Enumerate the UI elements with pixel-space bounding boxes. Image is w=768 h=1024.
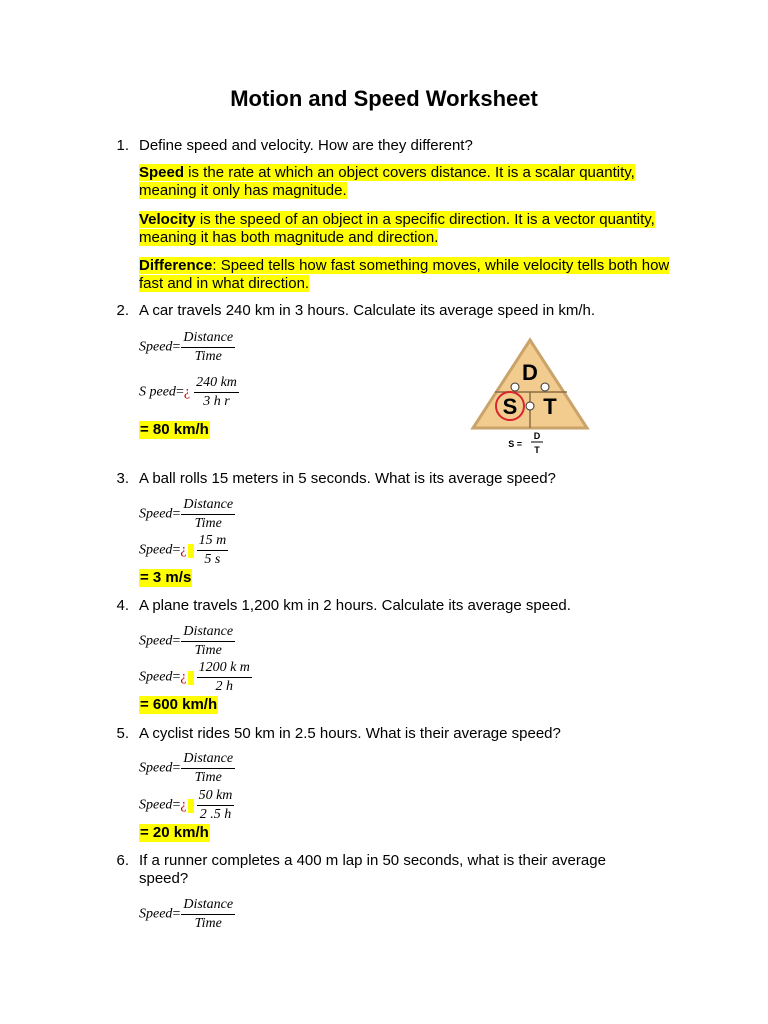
substitution: S peed=¿ $\frac{240 km}{\text{3 h r}}$ [139, 375, 237, 409]
caption-denominator: T [534, 445, 540, 455]
question-number: 1. [116, 137, 129, 154]
question-text: If a runner completes a 400 m lap in 50 seconds, what is their average speed? [139, 852, 606, 887]
caption-lhs: S = [508, 439, 522, 449]
question-number: 4. [116, 597, 129, 614]
question-text: A ball rolls 15 meters in 5 seconds. What is its average speed? [139, 470, 556, 487]
question-text: A cyclist rides 50 km in 2.5 hours. What is their average speed? [139, 725, 561, 742]
substitution: Speed=¿ $\frac{15 m}{5 s}$ [139, 533, 227, 567]
substitution: Speed=¿ $\frac{\text{1200 k m}}{2 h}$ [139, 660, 250, 694]
difference-term: Difference: Speed tells how fast something moves, while velocity tells both how fast and in what direction. [139, 257, 670, 292]
velocity-definition [139, 211, 679, 247]
answer: = 3 m/s [140, 569, 192, 586]
question-text: A car travels 240 km in 3 hours. Calculate its average speed in km/h. [139, 302, 596, 319]
triangle-right-letter: T [543, 394, 557, 419]
speed-formula: Speed= $\frac{\text{Distance}}{\text{Time}}$ [139, 751, 234, 785]
speed-definition [139, 164, 679, 200]
multiply-icon [541, 383, 549, 391]
caption-numerator: D [533, 431, 541, 441]
velocity-term: Velocity is the speed of an object in a specific direction. It is a vector quantity, meaning it has both magnitude and direction. [139, 211, 655, 246]
question-text: A plane travels 1,200 km in 2 hours. Calculate its average speed. [139, 597, 571, 614]
speed-formula: Speed= $\frac{\text{Distance}}{\text{Time}}$ [139, 897, 234, 931]
multiply-icon [511, 383, 519, 391]
question-number: 6. [116, 852, 129, 869]
question-number: 3. [116, 470, 129, 487]
speed-formula: Speed= $\frac{\text{Distance}}{\text{Time}}$ [139, 497, 234, 531]
triangle-left-letter: S [502, 394, 518, 419]
dst-triangle-diagram [470, 336, 592, 458]
answer: = 600 km/h [140, 696, 218, 713]
speed-term: Speed is the rate at which an object covers distance. It is a scalar quantity, meaning it only has magnitude. [139, 164, 635, 199]
answer: = 80 km/h [140, 421, 209, 438]
question-number: 5. [116, 725, 129, 742]
difference-definition [139, 257, 679, 293]
answer: = 20 km/h [140, 824, 209, 841]
substitution: Speed=¿ $\frac{50 km}{2 .5 h}$ [139, 788, 233, 822]
question-text: Define speed and velocity. How are they different? [139, 137, 473, 154]
speed-formula: Speed= $\frac{\text{Distance}}{\text{Time}}$ [139, 330, 234, 364]
triangle-top-letter: D [522, 360, 538, 385]
divide-icon [526, 402, 534, 410]
speed-formula: Speed= $\frac{\text{Distance}}{\text{Time}}$ [139, 624, 234, 658]
question-number: 2. [116, 302, 129, 319]
worksheet-title: Motion and Speed Worksheet [230, 86, 538, 111]
